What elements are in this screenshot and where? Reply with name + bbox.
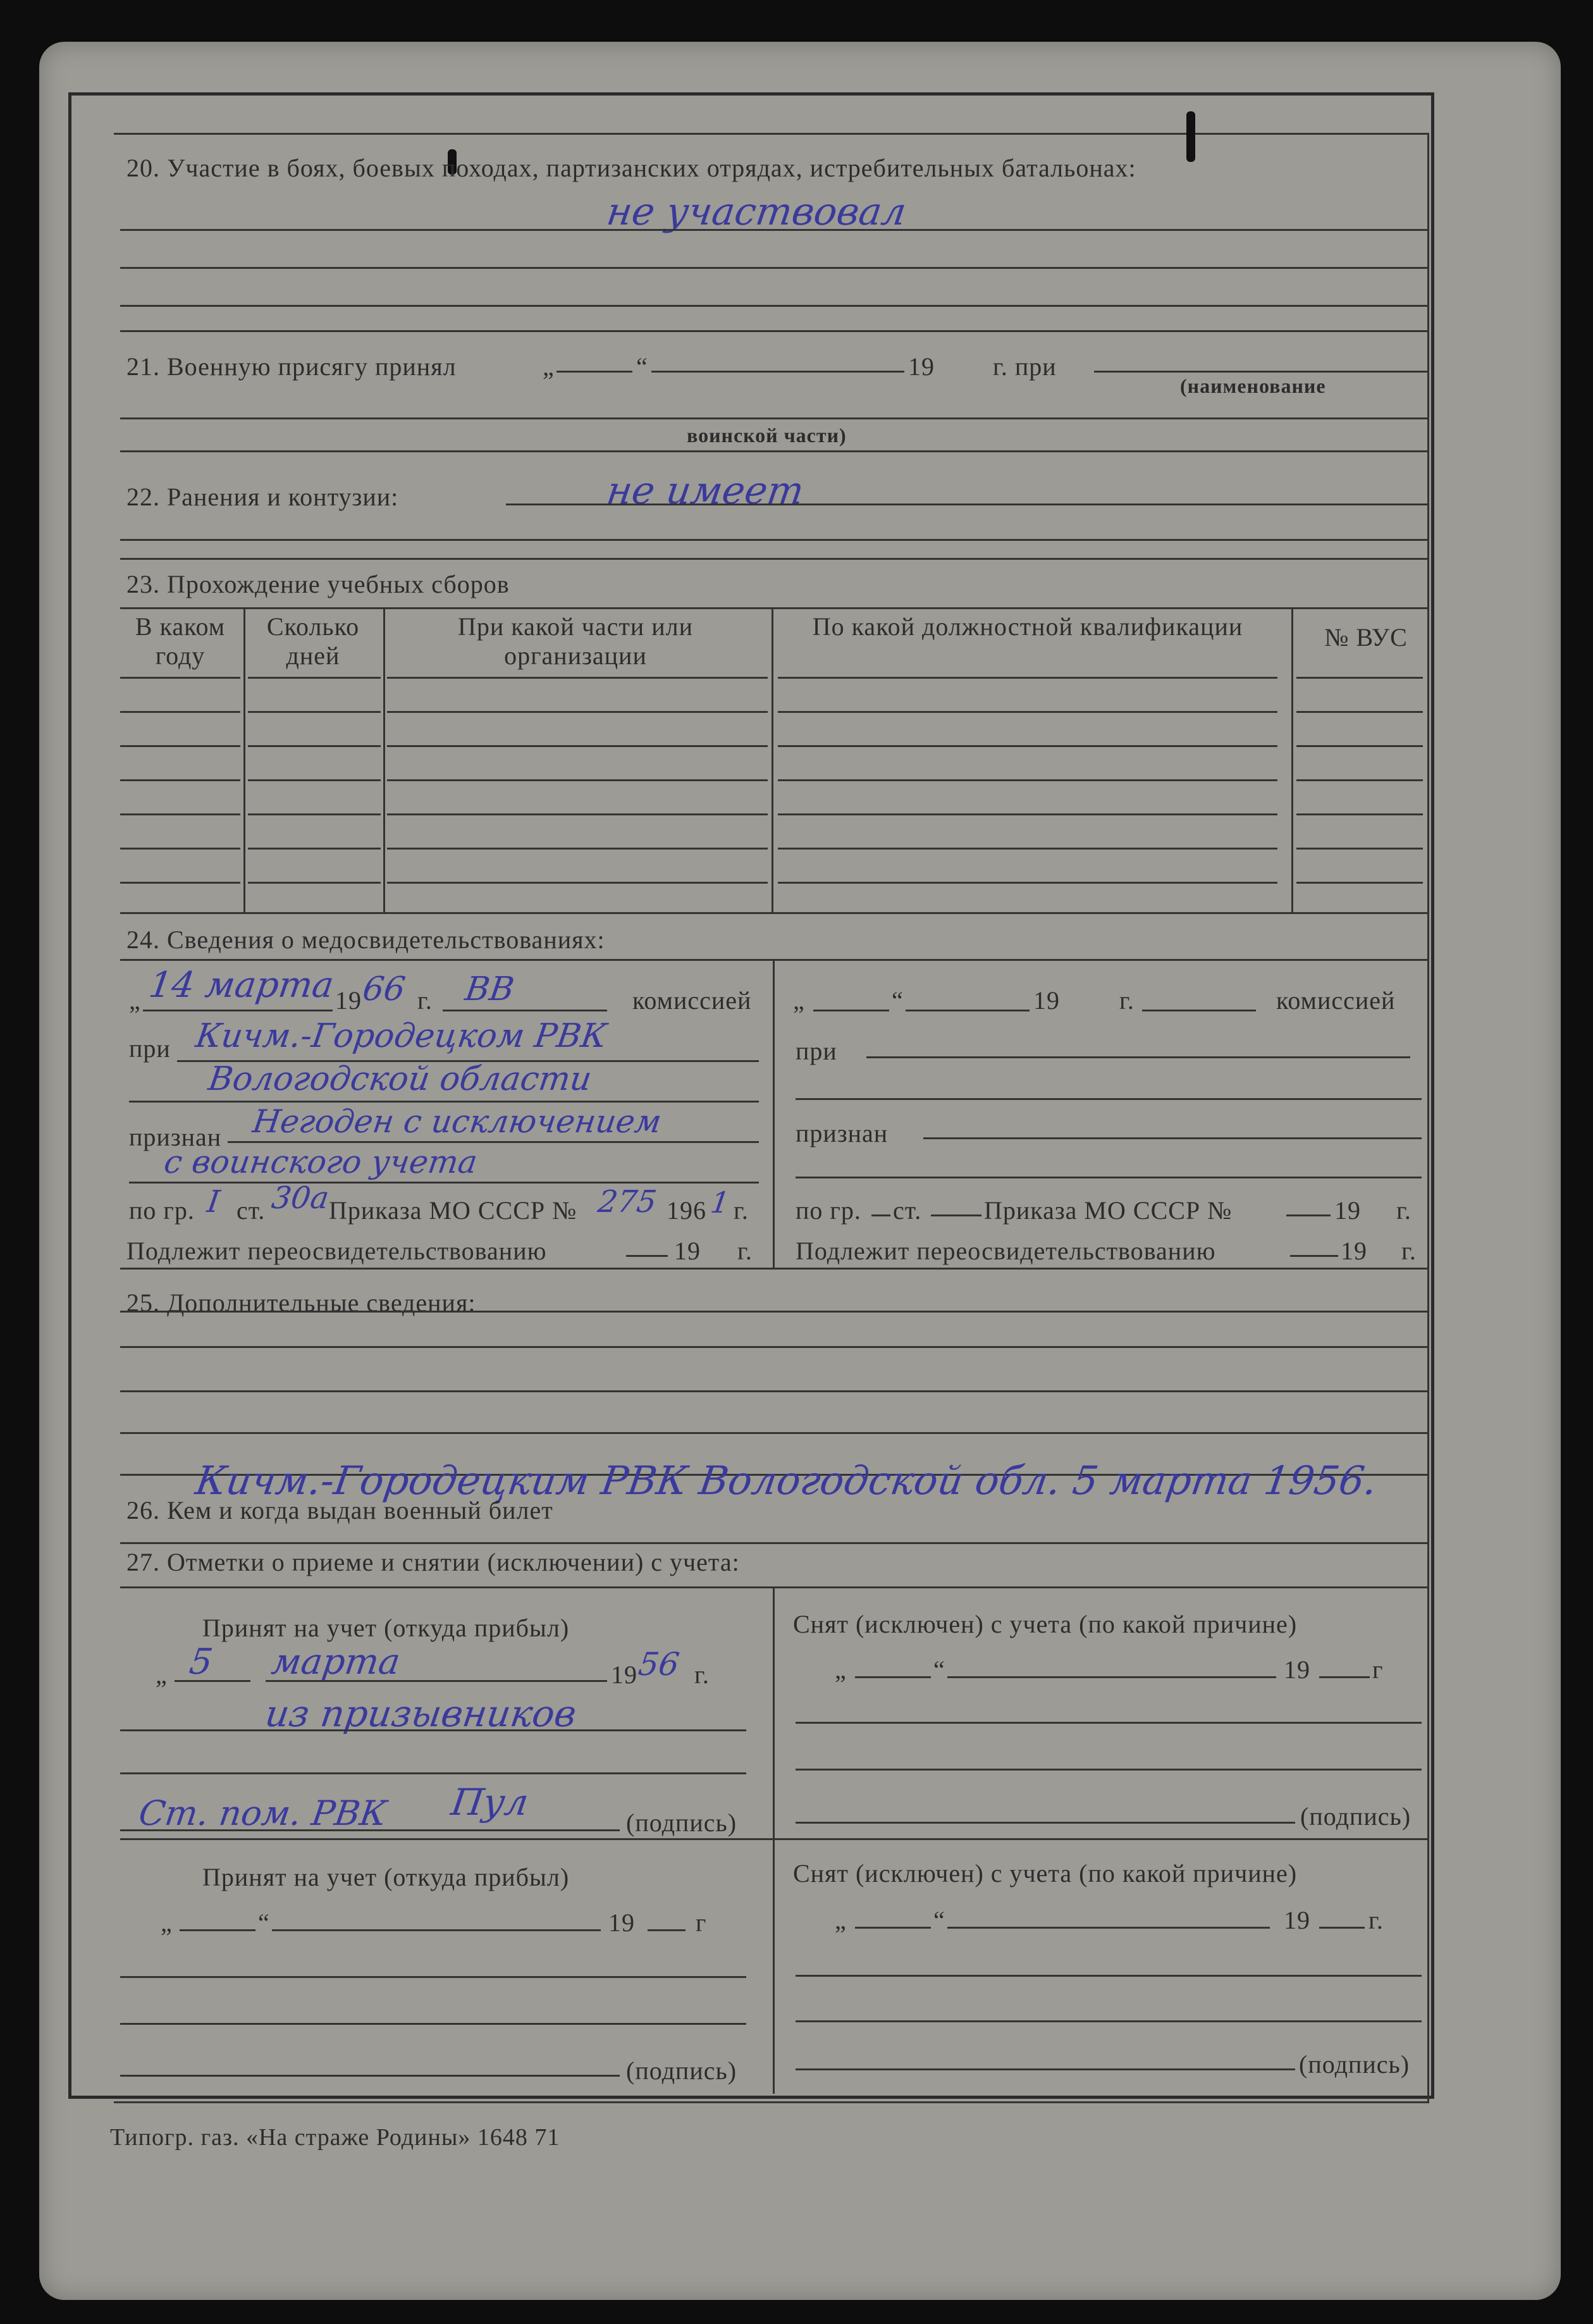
line [120, 1772, 746, 1774]
exam-left-commission: ВВ [462, 970, 517, 1008]
removed-2-signature-label: (подпись) [1299, 2050, 1410, 2079]
oath-date-quote-open: „ [543, 352, 555, 381]
table-row-line [120, 813, 240, 815]
accepted-1-year-prefix: 19 [611, 1660, 637, 1689]
line [243, 609, 245, 912]
line [1094, 371, 1429, 373]
line [120, 912, 1429, 914]
accepted-1-year: 56 [636, 1646, 682, 1683]
section-22-label: 22. Ранения и контузии: [126, 483, 399, 511]
exam-left-order-year-value: 1 [708, 1185, 732, 1220]
table-row-line [778, 813, 1277, 815]
line [931, 1215, 981, 1216]
exam-right-reexam-year: 19 [1341, 1237, 1367, 1265]
line [180, 1929, 255, 1931]
removed-2-label: Снят (исключен) с учета (по какой причине) [793, 1859, 1298, 1888]
col-days-header: Сколько дней [266, 612, 360, 670]
table-row-line [248, 813, 381, 815]
line [648, 1929, 686, 1931]
table-row-line [1296, 848, 1423, 850]
line [266, 1680, 607, 1682]
line [120, 1268, 1429, 1270]
exam-left-priznan: признан [129, 1123, 222, 1151]
line [120, 959, 1429, 961]
oath-note-unit-name: (наименование [1180, 374, 1326, 397]
line [772, 609, 773, 912]
section-20-label: 20. Участие в боях, боевых походах, партизанских отрядах, истребительных батальонах: [126, 154, 1136, 182]
removed-1-label: Снят (исключен) с учета (по какой причине) [793, 1610, 1298, 1638]
table-row-line [248, 848, 381, 850]
line [1142, 1010, 1256, 1011]
exam-left-priznan-2: с воинского учета [161, 1144, 480, 1180]
exam-left-pri-2: Вологодской области [206, 1060, 594, 1098]
punch-mark-right [1186, 111, 1195, 162]
exam-left-year: 66 [360, 970, 408, 1008]
exam-right-quote-close: “ [892, 986, 904, 1015]
accepted-1-day: 5 [187, 1641, 216, 1683]
line [506, 504, 1429, 505]
section-26-label: 26. Кем и когда выдан военный билет [126, 1496, 553, 1524]
line [1291, 609, 1293, 912]
line [443, 1010, 607, 1011]
table-row-line [248, 711, 381, 713]
exam-left-order-g: г. [734, 1196, 749, 1225]
col-year-header: В каком году [135, 612, 226, 670]
accepted-2-g: г [696, 1908, 707, 1937]
table-row-line [387, 882, 768, 884]
line [228, 1141, 759, 1143]
section-22-answer: не имеет [604, 469, 807, 513]
line [120, 267, 1429, 269]
line [1286, 1215, 1331, 1216]
exam-left-priznan-1: Негоден с исключением [250, 1103, 664, 1140]
line [120, 1542, 1429, 1544]
exam-right-commission-label: комиссией [1276, 986, 1396, 1015]
exam-left-st: ст. [237, 1196, 266, 1225]
col-qualification-header: По какой должностной квалификации [812, 612, 1243, 641]
table-row-line [387, 848, 768, 850]
exam-right-reexam: Подлежит переосвидетельствованию [796, 1237, 1216, 1265]
exam-right-quote-open: „ [793, 986, 805, 1015]
removed-1-g: г [1372, 1655, 1384, 1684]
line [871, 1215, 890, 1216]
line [120, 539, 1429, 541]
removed-2-quote-open: „ [835, 1906, 847, 1934]
accepted-2-quote-open: „ [161, 1908, 173, 1937]
accepted-2-signature-label: (подпись) [626, 2056, 737, 2085]
exam-left-commission-label: комиссией [632, 986, 752, 1015]
table-row-line [248, 745, 381, 747]
table-row-line [120, 848, 240, 850]
line [557, 371, 632, 373]
exam-right-st: ст. [893, 1196, 922, 1225]
section-26-answer: Кичм.-Городецким РВК Вологодской обл. 5 марта 1956. [192, 1457, 1381, 1504]
accepted-1-signature-label: (подпись) [626, 1808, 737, 1837]
line [796, 1177, 1422, 1178]
accepted-1-signature: Пул [448, 1781, 531, 1824]
section-27-label: 27. Отметки о приеме и снятии (исключении) с учета: [126, 1548, 740, 1576]
line [1319, 1927, 1365, 1929]
line [796, 1975, 1422, 1977]
table-row-line [1296, 813, 1423, 815]
line [1319, 1676, 1370, 1678]
table-row-line [248, 779, 381, 781]
line [120, 558, 1429, 560]
exam-left-order-year: 196 [667, 1196, 706, 1225]
table-row-line [387, 779, 768, 781]
removed-2-year: 19 [1284, 1906, 1310, 1934]
removed-2-g: г. [1369, 1906, 1384, 1934]
line [855, 1927, 931, 1929]
table-row-line [778, 882, 1277, 884]
line [120, 417, 1429, 419]
removed-1-year: 19 [1284, 1655, 1310, 1684]
line [120, 2023, 746, 2025]
line [796, 1822, 1295, 1824]
accepted-2-quote-close: “ [258, 1908, 270, 1937]
line [120, 1586, 1429, 1588]
printer-footer: Типогр. газ. «На страже Родины» 1648 71 [110, 2124, 560, 2151]
line [129, 1182, 759, 1184]
table-row-line [248, 677, 381, 679]
removed-1-quote-close: “ [933, 1655, 945, 1684]
col-vus-header: № ВУС [1324, 623, 1408, 652]
exam-right-g: г. [1119, 986, 1135, 1015]
table-row-line [1296, 779, 1423, 781]
table-row-line [778, 745, 1277, 747]
accepted-1-from: из призывников [262, 1692, 579, 1735]
line [906, 1010, 1030, 1011]
line [796, 2068, 1295, 2070]
line [813, 1010, 889, 1011]
line [1290, 1255, 1338, 1257]
table-row-line [778, 779, 1277, 781]
oath-note-military-unit: воинской части) [687, 424, 847, 447]
col-unit-header: При какой части или организации [458, 612, 693, 670]
line [796, 1722, 1422, 1724]
exam-right-order: Приказа МО СССР № [984, 1196, 1233, 1225]
exam-right-order-year: 19 [1334, 1196, 1361, 1225]
exam-left-order-value: 275 [596, 1184, 659, 1220]
line [383, 609, 385, 912]
exam-left-st-value: 30а [269, 1180, 331, 1216]
oath-date-quote-close: “ [636, 352, 648, 381]
table-row-line [120, 779, 240, 781]
line [120, 2075, 620, 2077]
line [773, 960, 775, 1268]
removed-1-quote-open: „ [835, 1655, 847, 1684]
exam-left-date: 14 марта [146, 965, 336, 1006]
line [120, 1346, 1429, 1348]
line [175, 1680, 250, 1682]
table-row-line [778, 848, 1277, 850]
exam-left-pri: при [129, 1034, 171, 1063]
accepted-1-quote-open: „ [156, 1660, 168, 1689]
section-23-label: 23. Прохождение учебных сборов [126, 570, 510, 598]
table-row-line [387, 677, 768, 679]
line [626, 1255, 668, 1257]
exam-left-g: г. [417, 986, 433, 1015]
exam-right-po-gr: по гр. [796, 1196, 861, 1225]
table-row-line [387, 745, 768, 747]
accepted-2-year: 19 [608, 1908, 635, 1937]
line [120, 1432, 1429, 1434]
section-20-answer: не участвовал [604, 190, 909, 234]
exam-right-order-g: г. [1396, 1196, 1412, 1225]
exam-left-reexam-year: 19 [674, 1237, 701, 1265]
section-25-label: 25. Дополнительные сведения: [126, 1289, 476, 1317]
exam-left-reexam: Подлежит переосвидетельствованию [126, 1237, 547, 1265]
exam-left-gr-value: I [205, 1184, 222, 1220]
line [120, 607, 1429, 609]
line [866, 1056, 1410, 1058]
table-row-line [778, 711, 1277, 713]
line [120, 1976, 746, 1978]
line [120, 1829, 620, 1831]
line [120, 1838, 1429, 1840]
section-24-label: 24. Сведения о медосвидетельствованиях: [126, 925, 605, 954]
table-row-line [778, 677, 1277, 679]
line [923, 1137, 1422, 1139]
exam-right-year: 19 [1033, 986, 1060, 1015]
table-row-line [248, 882, 381, 884]
line [272, 1929, 601, 1931]
exam-left-order: Приказа МО СССР № [329, 1196, 577, 1225]
exam-right-pri: при [796, 1037, 837, 1065]
table-row-line [120, 745, 240, 747]
accepted-1-g: г. [694, 1660, 710, 1689]
exam-left-year-prefix: 19 [335, 986, 362, 1015]
exam-right-priznan: признан [796, 1119, 889, 1147]
line [796, 1098, 1422, 1100]
section-21-label: 21. Военную присягу принял [126, 352, 457, 381]
table-row-line [120, 677, 240, 679]
table-row-line [120, 882, 240, 884]
removed-1-signature-label: (подпись) [1300, 1802, 1412, 1831]
table-row-line [1296, 677, 1423, 679]
line [773, 1588, 775, 2094]
line [796, 1769, 1422, 1771]
line [947, 1927, 1270, 1929]
table-row-line [387, 711, 768, 713]
table-row-line [120, 711, 240, 713]
line [651, 371, 904, 373]
table-row-line [1296, 745, 1423, 747]
line [120, 1729, 746, 1731]
accepted-2-label: Принят на учет (откуда прибыл) [202, 1863, 570, 1891]
accepted-1-label: Принят на учет (откуда прибыл) [202, 1614, 570, 1642]
line [120, 229, 1429, 231]
line [855, 1676, 931, 1678]
oath-year: 19 [908, 352, 935, 381]
line [120, 1311, 1429, 1313]
exam-right-reexam-g: г. [1401, 1237, 1417, 1265]
line [120, 450, 1429, 452]
table-row-line [1296, 711, 1423, 713]
line [143, 1010, 333, 1011]
line [120, 1390, 1429, 1392]
oath-g-pri: г. при [993, 352, 1057, 381]
line [120, 305, 1429, 307]
exam-left-pri-1: Кичм.-Городецком РВК [193, 1017, 610, 1055]
exam-left-reexam-g: г. [737, 1237, 753, 1265]
line [796, 2020, 1422, 2022]
line [947, 1676, 1276, 1678]
exam-left-date-quote: „ [129, 986, 141, 1015]
table-row-line [387, 813, 768, 815]
line [129, 1101, 759, 1103]
line [120, 330, 1429, 332]
accepted-1-signature-title: Ст. пом. РВК [136, 1793, 390, 1833]
removed-2-quote-close: “ [933, 1906, 945, 1934]
exam-left-po-gr: по гр. [129, 1196, 195, 1225]
accepted-1-month: марта [269, 1641, 403, 1683]
table-row-line [1296, 882, 1423, 884]
